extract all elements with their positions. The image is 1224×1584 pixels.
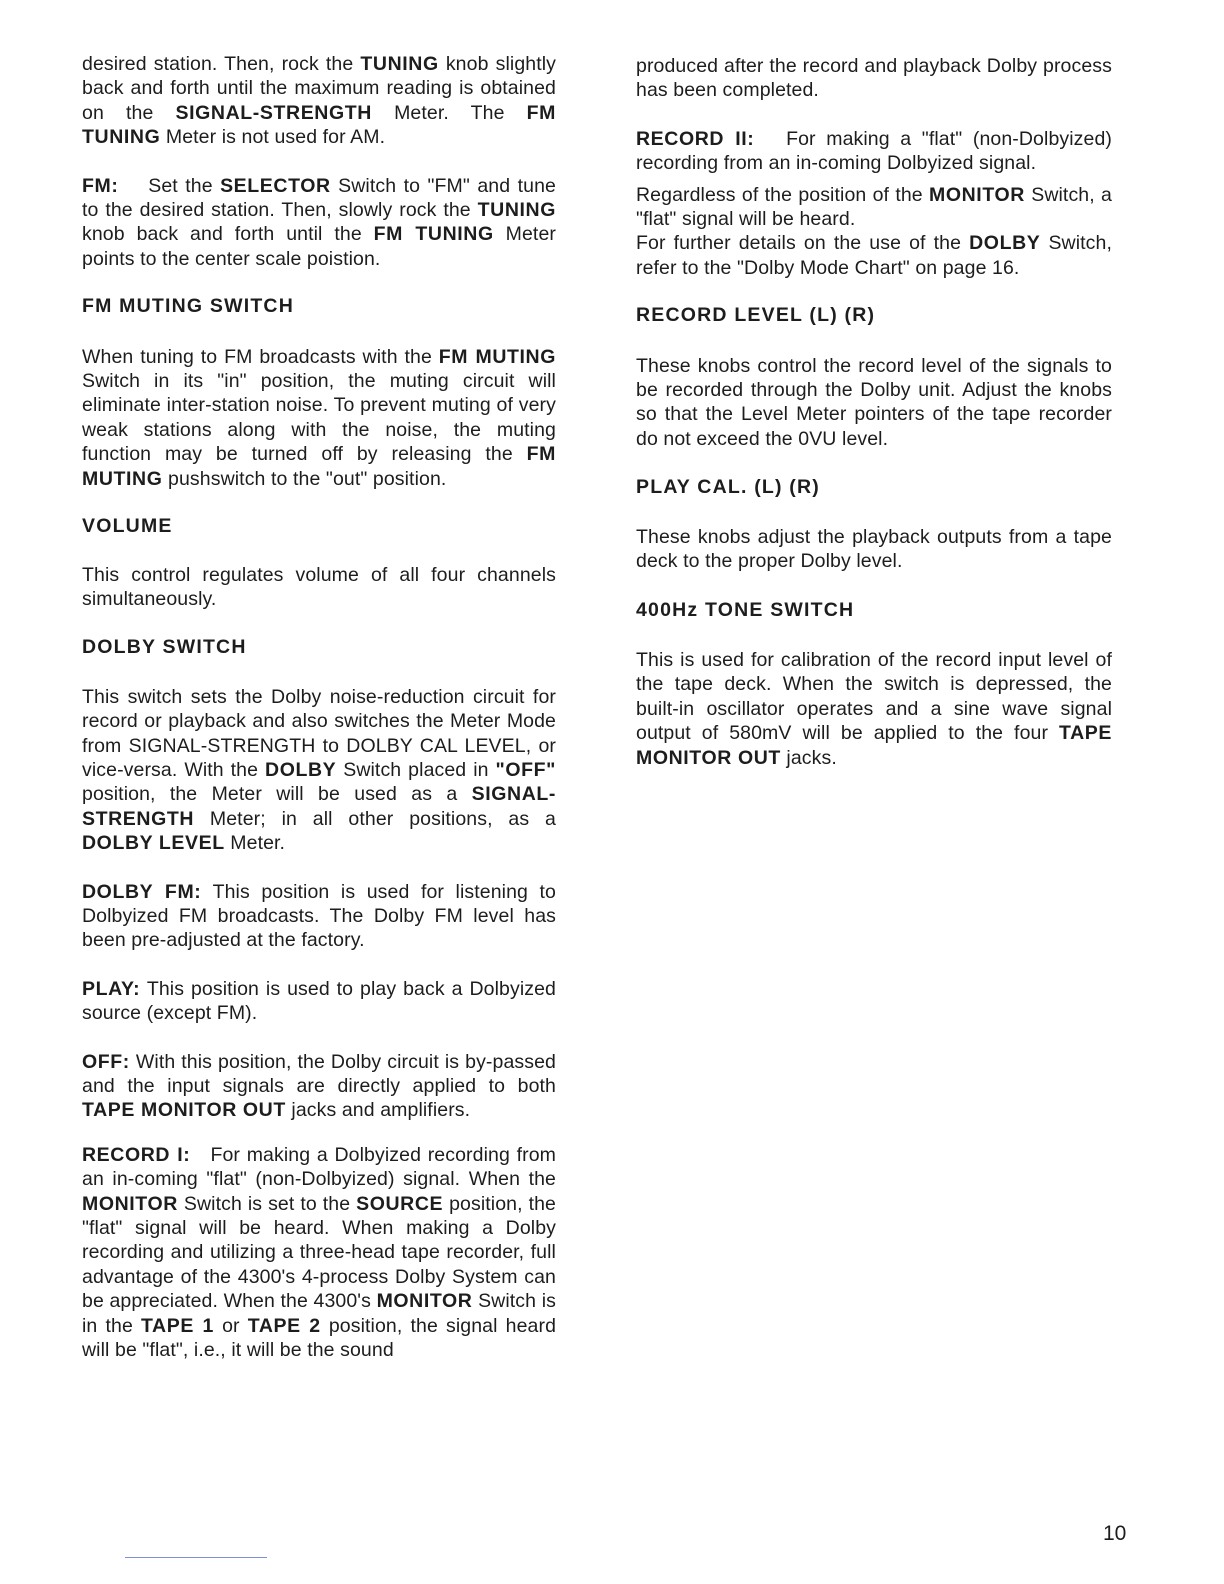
paragraph-fm: FM: Set the SELECTOR Switch to "FM" and tune to the desired station. Then, slowly rock the TUNING knob back and forth until the FM TUNING Meter points to the center scale poistion. <box>82 174 556 270</box>
heading-fm-muting-switch: FM MUTING SWITCH <box>82 295 295 318</box>
heading-400hz-tone-switch: 400Hz TONE SWITCH <box>636 598 855 621</box>
paragraph-volume: This control regulates volume of all four channels simultaneously. <box>82 563 556 610</box>
heading-dolby-switch: DOLBY SWITCH <box>82 636 247 659</box>
heading-play-cal: PLAY CAL. (L) (R) <box>636 476 820 499</box>
paragraph-play: PLAY: This position is used to play back a Dolbyized source (except FM). <box>82 977 556 1025</box>
paragraph-record-level: These knobs control the record level of the signals to be recorded through the Dolby unit. Adjust the knobs so that the Level Meter pointers of the tape recorder do not exceed the 0VU level. <box>636 354 1112 450</box>
paragraph-record-one-continued: produced after the record and playback Dolby process has been completed. <box>636 55 1112 102</box>
paragraph-tuning-am: desired station. Then, rock the TUNING knob slightly back and forth until the maximum reading is obtained on the SIGNAL-STRENGTH Meter. The FM TUNING Meter is not used for AM. <box>82 53 557 149</box>
paragraph-dolby-fm: DOLBY FM: This position is used for listening to Dolbyized FM broadcasts. The Dolby FM level has been pre-adjusted at the factory. <box>82 880 556 952</box>
footer-rule <box>125 1557 267 1558</box>
paragraph-off: OFF: With this position, the Dolby circuit is by-passed and the input signals are directly applied to both TAPE MONITOR OUT jacks and amplifiers. <box>82 1050 556 1122</box>
paragraph-dolby-mode-chart: For further details on the use of the DOLBY Switch, refer to the "Dolby Mode Chart" on page 16. <box>636 232 1112 279</box>
paragraph-record-one: RECORD I: For making a Dolbyized recording from an in-coming "flat" (non-Dolbyized) signal. When the MONITOR Switch is set to the SOURCE position, the "flat" signal will be heard. When making a Dolby recording and utilizing a three-head tape recorder, full advantage of the 4300's 4-process Dolby System can be appreciated. When the 4300's MONITOR Switch is in the TAPE 1 or TAPE 2 position, the signal heard will be "flat", i.e., it will be the sound <box>82 1143 557 1362</box>
right-column <box>636 52 1112 770</box>
heading-record-level: RECORD LEVEL (L) (R) <box>636 304 876 327</box>
page-number: 10 <box>1103 1522 1127 1545</box>
heading-volume: VOLUME <box>82 515 173 538</box>
paragraph-monitor-flat: Regardless of the position of the MONITOR Switch, a "flat" signal will be heard. <box>636 183 1112 231</box>
paragraph-dolby-switch: This switch sets the Dolby noise-reduction circuit for record or playback and also switches the Meter Mode from SIGNAL-STRENGTH to DOLBY CAL LEVEL, or vice-versa. With the DOLBY Switch placed in "OFF" position, the Meter will be used as a SIGNAL-STRENGTH Meter; in all other positions, as a DOLBY LEVEL Meter. <box>82 685 556 855</box>
paragraph-400hz-tone: This is used for calibration of the record input level of the tape deck. When the switch is depressed, the built-in oscillator operates and a sine wave signal output of 580mV will be applied to the four TAPE MONITOR OUT jacks. <box>636 648 1112 769</box>
paragraph-fm-muting: When tuning to FM broadcasts with the FM MUTING Switch in its "in" position, the muting circuit will eliminate inter-station noise. To prevent muting of very weak stations along with the noise, the muting function may be turned off by releasing the FM MUTING pushswitch to the "out" position. <box>82 345 556 490</box>
left-column <box>82 52 556 1362</box>
paragraph-record-two: RECORD II: For making a "flat" (non-Dolbyized) recording from an in-coming Dolbyized signal. <box>636 127 1112 175</box>
paragraph-play-cal: These knobs adjust the playback outputs from a tape deck to the proper Dolby level. <box>636 525 1112 573</box>
